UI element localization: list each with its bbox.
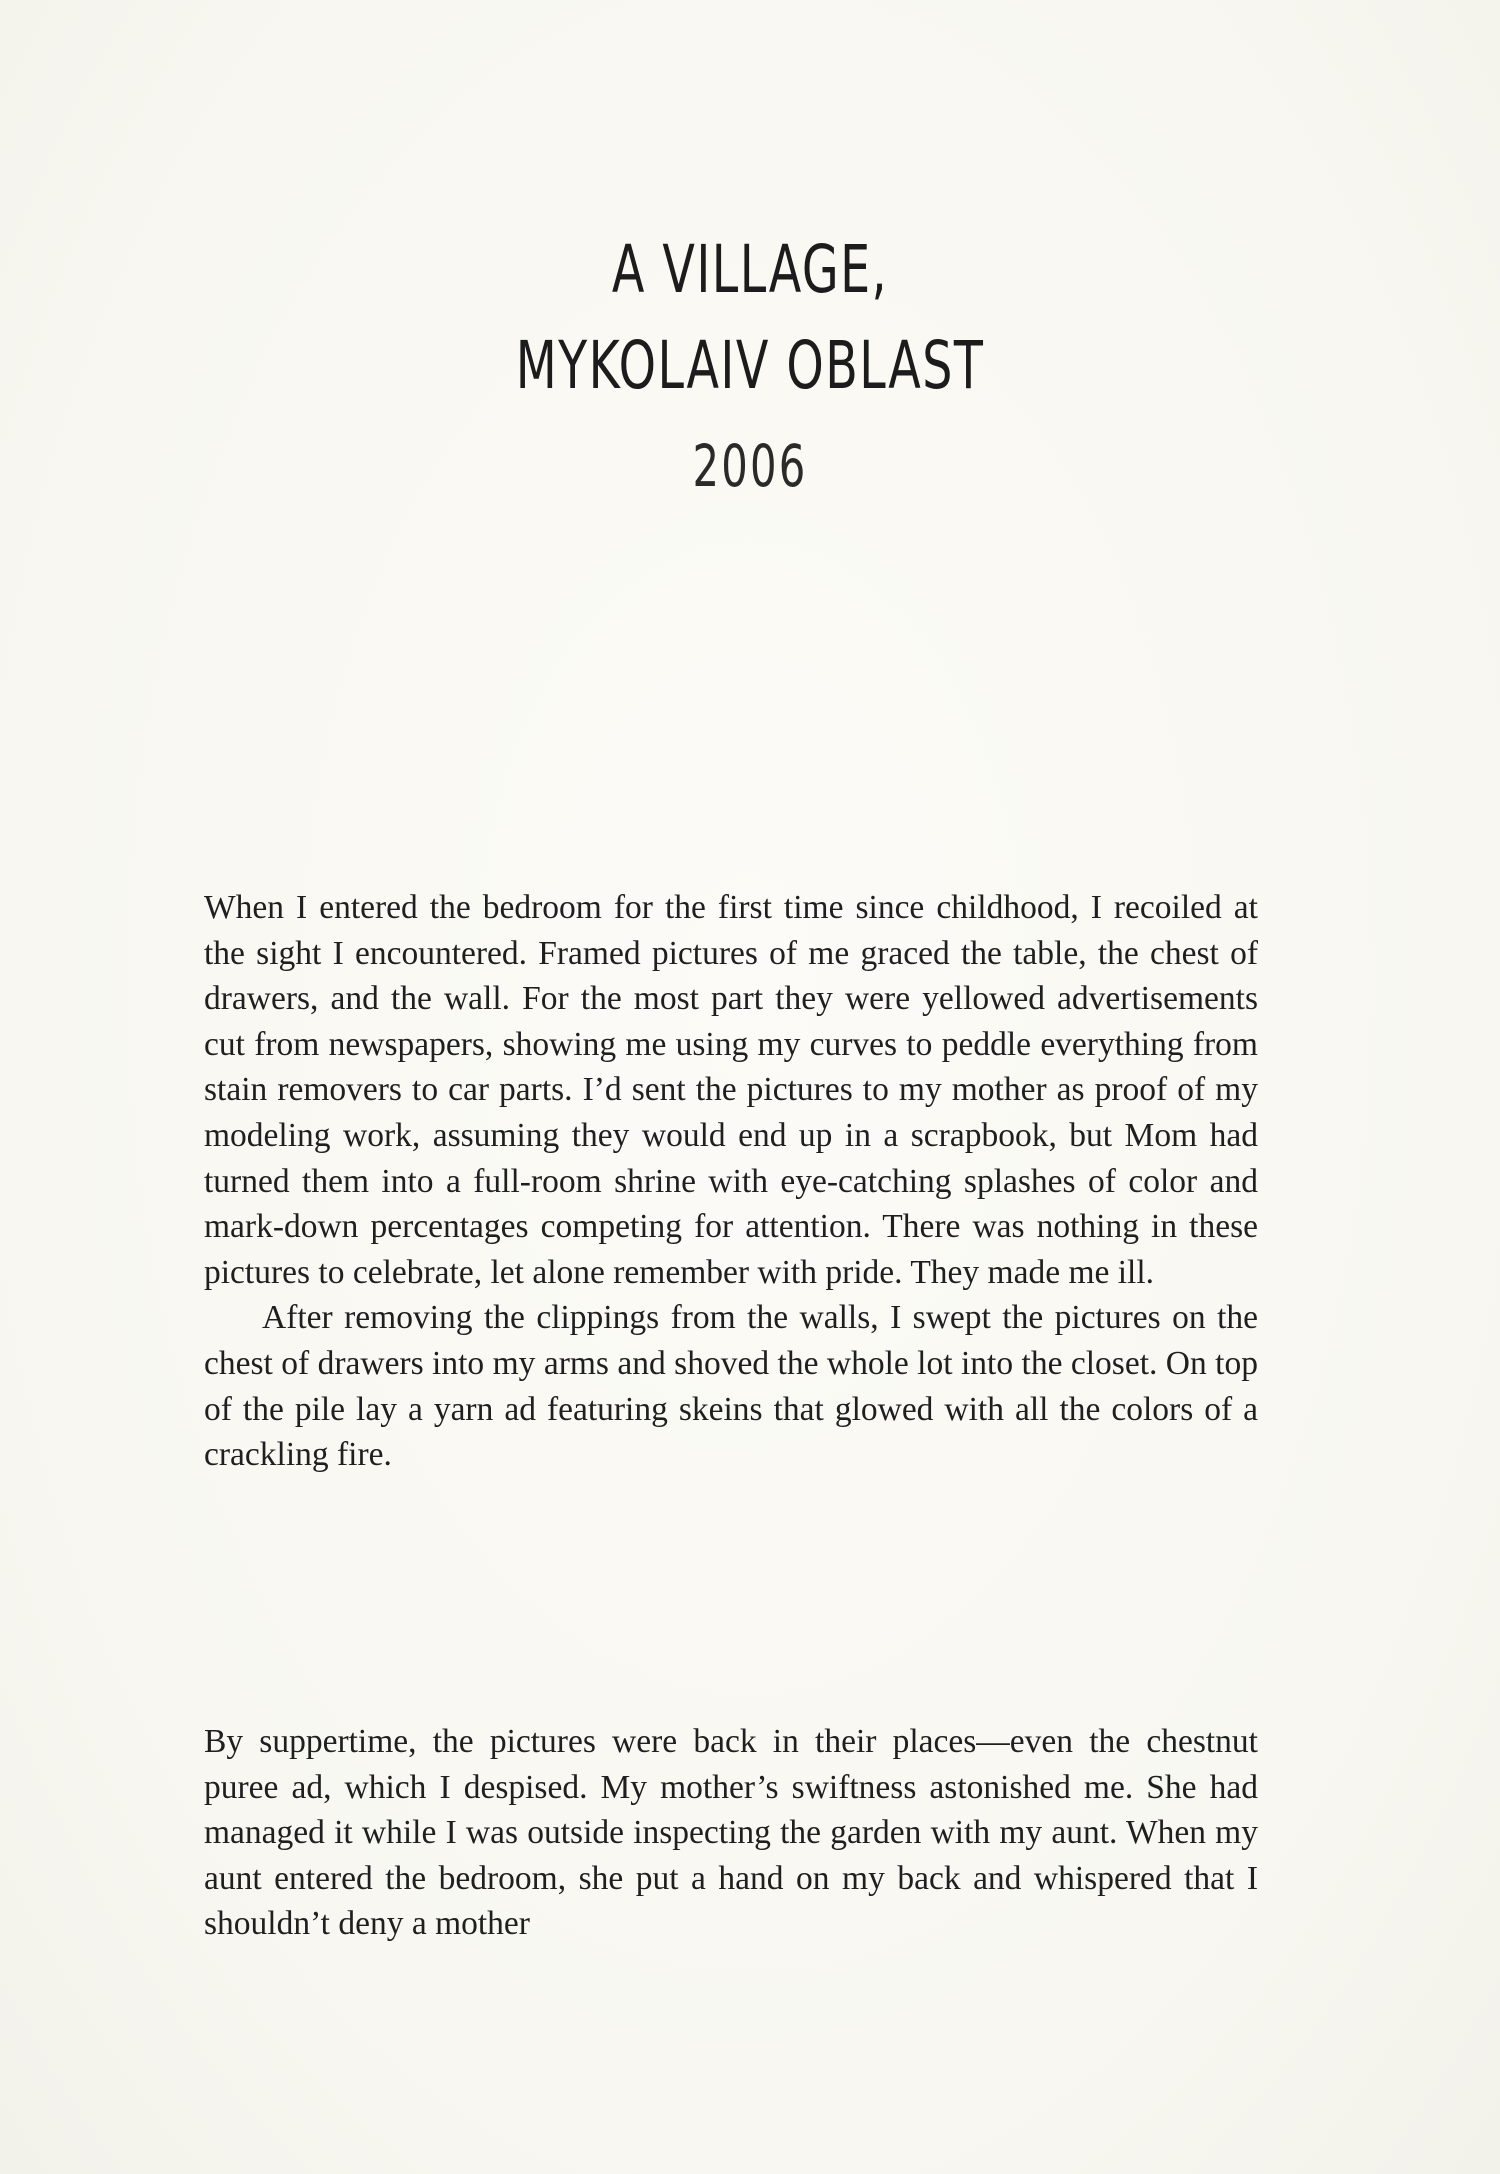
chapter-year: 2006: [692, 432, 808, 500]
paragraph: After removing the clippings from the walls, I swept the pictures on the chest of drawers into my arms and shoved the whole lot into the closet. On top of the pile lay a yarn ad featuring skeins that glowed with all the colors of a crackling fire.: [204, 1299, 1258, 1474]
chapter-heading: [0, 222, 1500, 506]
chapter-title-line-1: A VILLAGE,: [611, 231, 889, 308]
text-section-2: [204, 1719, 1258, 1947]
text-section-1: [204, 885, 1258, 1478]
paragraph: When I entered the bedroom for the first time since childhood, I recoiled at the sight I encountered. Framed pictures of me graced the table, the chest of drawers, and the wall. For the most part they were yellowed advertisements cut from newspapers, showing me using my curves to peddle everything from stain removers to car parts. I’d sent the pictures to my mother as proof of my modeling work, assuming they would end up in a scrapbook, but Mom had turned them into a full-room shrine with eye-catching splashes of color and mark-down percentages competing for attention. There was nothing in these pictures to celebrate, let alone remember with pride. They made me ill.: [204, 889, 1258, 1291]
paragraph: By suppertime, the pictures were back in their places—even the chestnut puree ad, which I despised. My mother’s swiftness astonished me. She had managed it while I was outside inspecting the garden with my aunt. When my aunt entered the bedroom, she put a hand on my back and whispered that I shouldn’t deny a mother: [204, 1723, 1258, 1943]
chapter-title-line-2: MYKOLAIV OBLAST: [515, 327, 985, 404]
